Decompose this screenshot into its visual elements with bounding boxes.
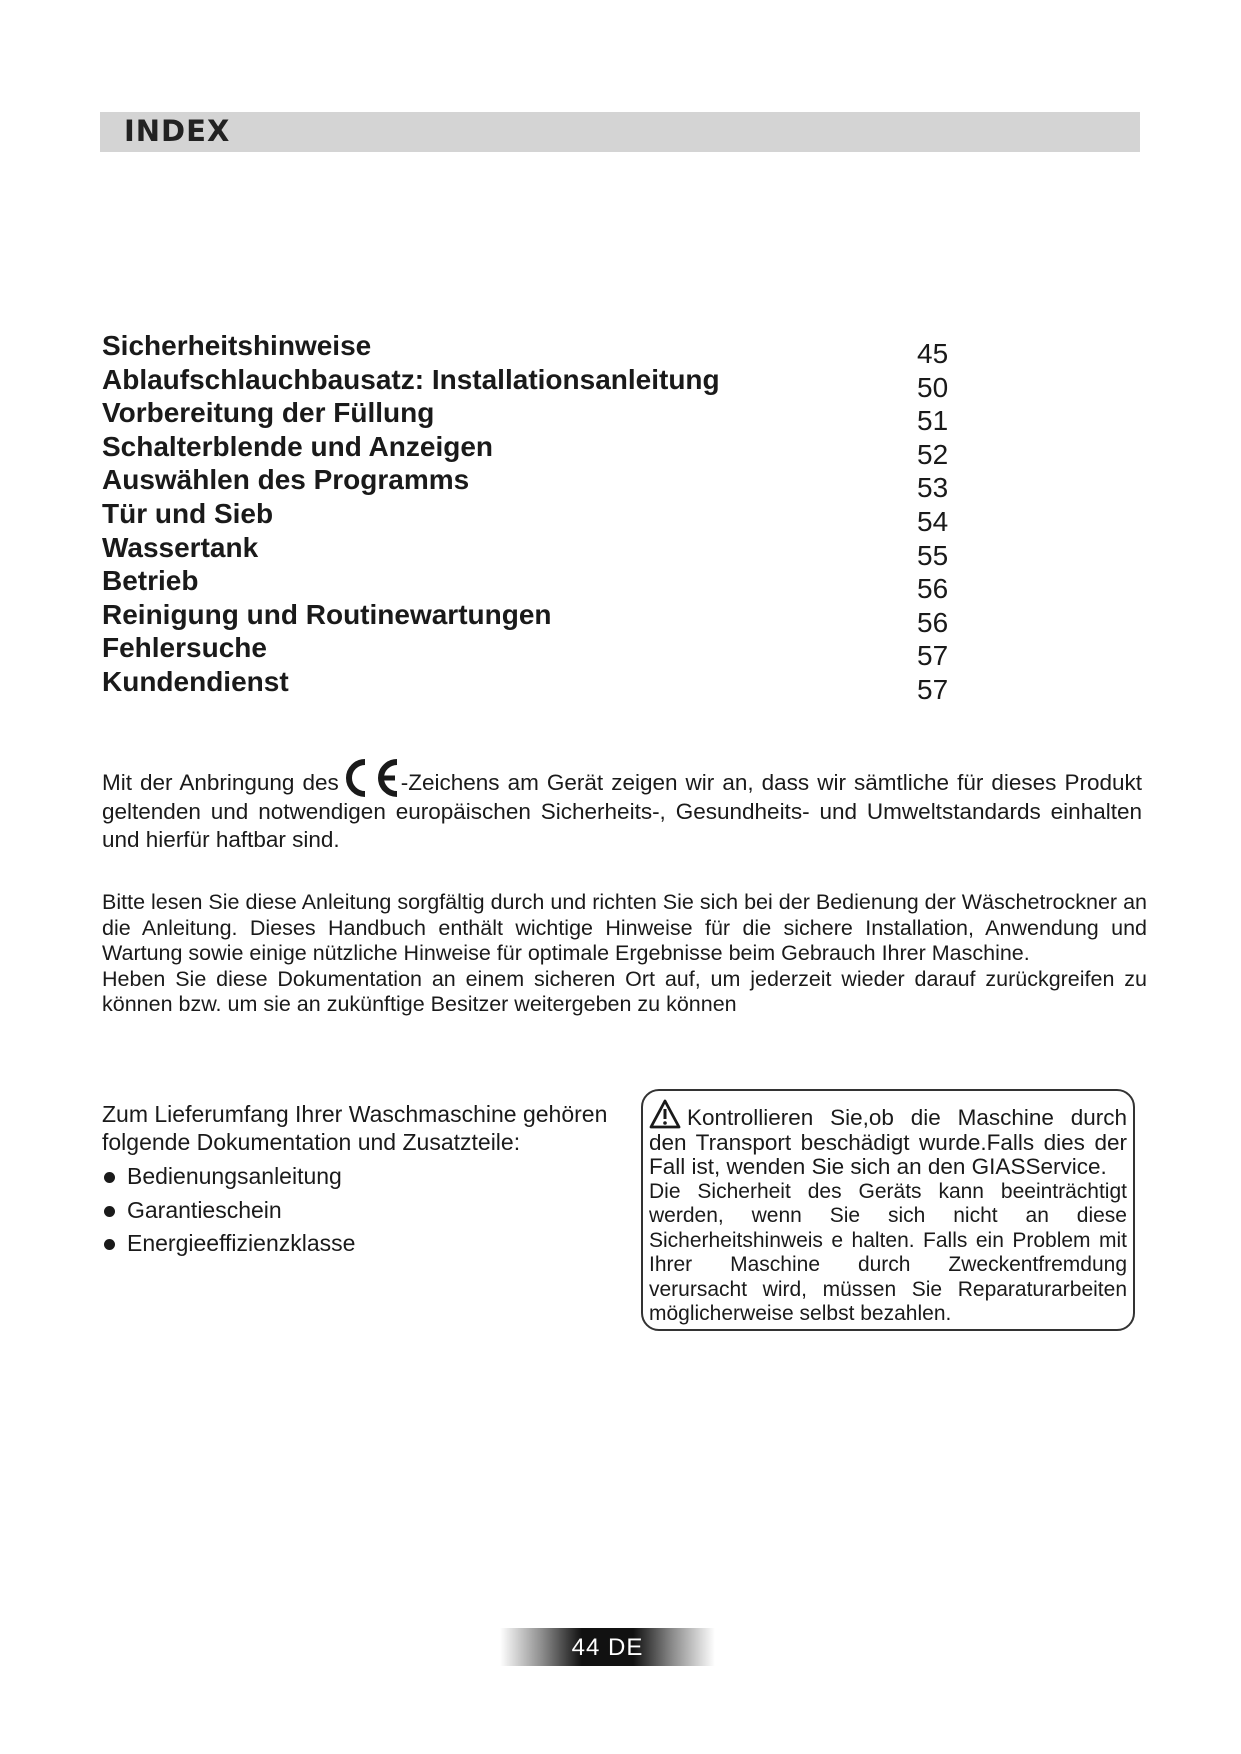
bullet-icon xyxy=(104,1206,115,1217)
warning-lead-text: Kontrollieren Sie,ob die Maschine durch den Transport beschädigt wurde.Falls dies der Fall ist, wenden Sie sich an den GIASService. xyxy=(649,1105,1127,1179)
toc-entry[interactable] xyxy=(102,330,962,369)
toc-entry-page: 53 xyxy=(917,472,949,504)
toc-entry-title: Vorbereitung der Füllung xyxy=(102,397,435,429)
delivery-scope xyxy=(102,1100,622,1261)
page-title: INDEX xyxy=(124,114,231,148)
toc-entry[interactable] xyxy=(102,598,962,638)
toc-entry-title: Tür und Sieb xyxy=(102,497,274,529)
list-item xyxy=(102,1227,622,1261)
toc-entry[interactable] xyxy=(102,531,962,571)
toc-entry-page: 54 xyxy=(917,505,949,537)
ce-text-after: -Zeichens am Gerät zeigen wir an, dass wir sämtliche für dieses Produkt geltenden und notwendigen europäischen Sicherheits-, Gesundheits- und Umweltstandards einhalten und hierfür haftbar sind. xyxy=(102,770,1142,852)
toc-entry-page: 56 xyxy=(917,606,949,638)
toc-entry-title: Auswählen des Programms xyxy=(102,464,470,496)
toc-entry[interactable] xyxy=(102,665,962,705)
bullet-icon xyxy=(104,1172,115,1183)
warning-lead xyxy=(649,1099,1127,1180)
toc-entry-title: Sicherheitshinweise xyxy=(102,330,372,361)
list-item-label: Energieeffizienzklasse xyxy=(127,1230,356,1256)
toc-entry[interactable] xyxy=(102,464,962,504)
toc-entry-page: 55 xyxy=(917,539,949,571)
ce-mark-icon xyxy=(339,758,401,798)
bullet-icon xyxy=(104,1239,115,1250)
delivery-scope-text: Zum Lieferumfang Ihrer Waschmaschine gehören folgende Dokumentation und Zusatzteile: xyxy=(102,1101,608,1155)
toc-entry[interactable] xyxy=(102,430,962,470)
toc-entry-page: 45 xyxy=(917,338,949,369)
table-of-contents xyxy=(102,330,962,705)
toc-entry-page: 56 xyxy=(917,573,949,605)
toc-entry-title: Ablaufschlauchbausatz: Installationsanleitung xyxy=(102,363,720,395)
warning-box xyxy=(641,1089,1135,1331)
intro-text xyxy=(102,890,1147,1018)
list-item-label: Garantieschein xyxy=(127,1196,282,1223)
warning-triangle-icon xyxy=(649,1099,681,1129)
toc-entry-page: 52 xyxy=(917,438,949,470)
list-item xyxy=(102,1160,622,1194)
delivery-scope-list xyxy=(102,1160,622,1261)
toc-entry-title: Fehlersuche xyxy=(102,632,267,664)
toc-entry-page: 57 xyxy=(917,673,949,705)
toc-entry-title: Wassertank xyxy=(102,531,259,563)
toc-entry-page: 51 xyxy=(917,405,949,437)
ce-conformity-paragraph xyxy=(102,758,1142,854)
toc-entry[interactable] xyxy=(102,632,962,672)
warning-body: Die Sicherheit des Geräts kann beeinträchtigt werden, wenn Sie sich nicht an diese Sicherheitshinweis e halten. Falls ein Problem mit Ihrer Maschine durch Zweckentfremdung verursacht wird, müssen Sie Reparaturarbeiten möglicherweise selbst bezahlen. xyxy=(649,1179,1127,1325)
index-header-bar xyxy=(100,112,1140,152)
page-number: 44 DE xyxy=(571,1634,644,1661)
toc-entry[interactable] xyxy=(102,363,962,403)
toc-entry-title: Reinigung und Routinewartungen xyxy=(102,598,552,630)
toc-entry-title: Schalterblende und Anzeigen xyxy=(102,430,494,462)
ce-text-before: Mit der Anbringung des xyxy=(102,770,339,795)
list-item-label: Bedienungsanleitung xyxy=(127,1163,342,1189)
list-item xyxy=(102,1194,622,1228)
intro-paragraph-1: Bitte lesen Sie diese Anleitung sorgfältig durch und richten Sie sich bei der Bedienung der Wäschetrockner an die Anleitung. Dieses Handbuch enthält wichtige Hinweise für die sichere Installation, Anwendung und Wartung sowie einige nützliche Hinweise für optimale Ergebnisse beim Gebrauch Ihrer Maschine. xyxy=(102,890,1147,965)
page-footer xyxy=(500,1628,715,1666)
toc-entry-title: Kundendienst xyxy=(102,665,289,697)
intro-paragraph-2: Heben Sie diese Dokumentation an einem sicheren Ort auf, um jederzeit wieder darauf zurückgreifen zu können bzw. um sie an zukünftige Besitzer weitergeben zu können xyxy=(102,966,1147,1016)
toc-entry[interactable] xyxy=(102,397,962,437)
toc-entry-page: 50 xyxy=(917,371,949,403)
toc-entry-title: Betrieb xyxy=(102,565,199,597)
toc-entry-page: 57 xyxy=(917,640,949,672)
toc-entry[interactable] xyxy=(102,497,962,537)
toc-entry[interactable] xyxy=(102,565,962,605)
